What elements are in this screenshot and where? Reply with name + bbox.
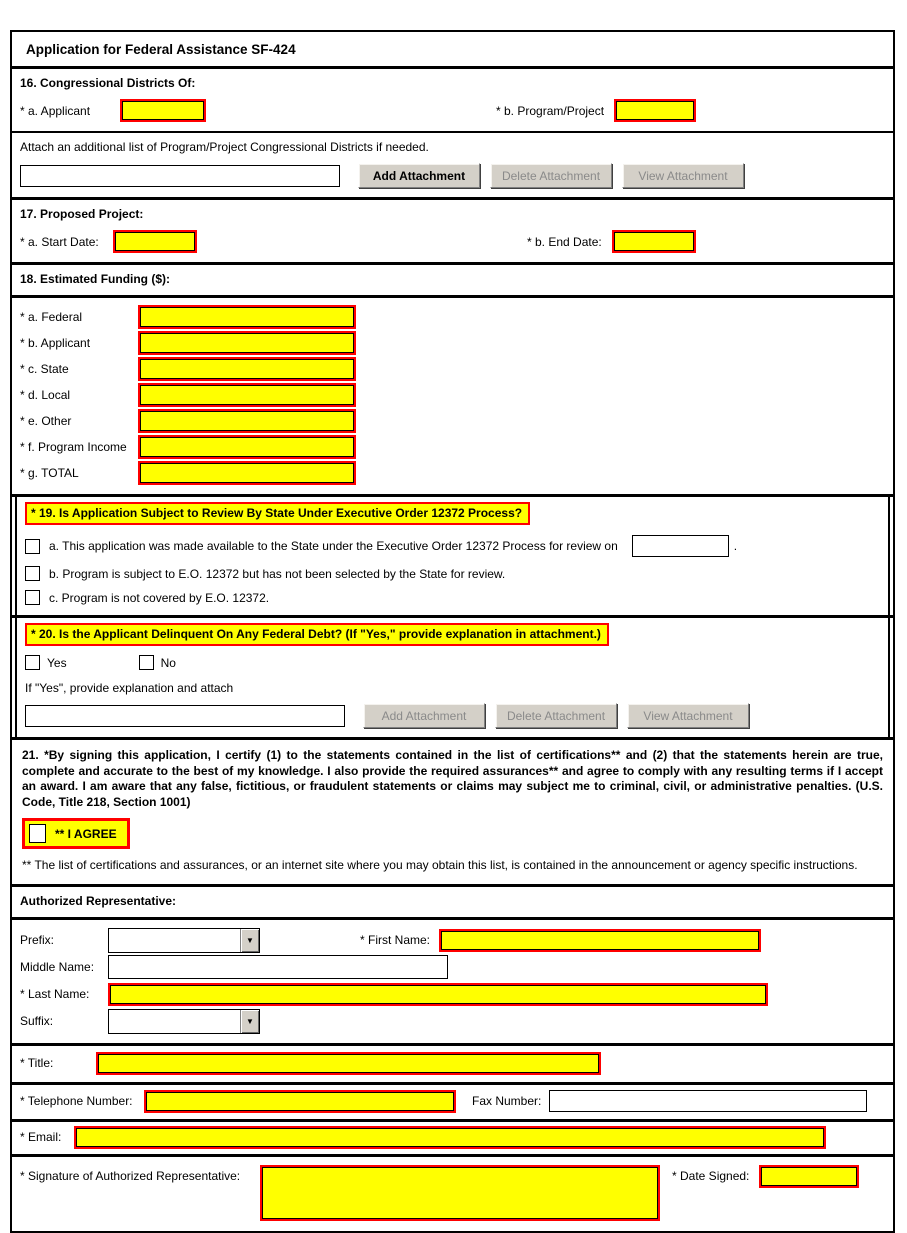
debt-yes-no-row bbox=[25, 655, 880, 670]
prefix-selected-value bbox=[109, 929, 240, 952]
eo12372-review-date-input[interactable] bbox=[632, 535, 729, 557]
funding-federal-label: * a. Federal bbox=[20, 310, 83, 324]
start-date-field[interactable] bbox=[113, 230, 197, 253]
section-18-heading: 18. Estimated Funding ($): bbox=[20, 272, 171, 286]
funding-row-other bbox=[20, 408, 885, 434]
eo12372-option-a-label: a. This application was made available to the State under the Executive Order 12372 Process for review on bbox=[49, 539, 618, 553]
funding-federal-field[interactable] bbox=[138, 305, 356, 329]
authorized-representative-heading: Authorized Representative: bbox=[20, 893, 177, 908]
end-date-field[interactable] bbox=[612, 230, 696, 253]
debt-view-attachment-button: View Attachment bbox=[627, 703, 749, 728]
prefix-row bbox=[20, 927, 885, 954]
funding-total-field[interactable] bbox=[138, 461, 356, 485]
funding-program-income-label: * f. Program Income bbox=[20, 440, 127, 454]
suffix-selected-value bbox=[109, 1010, 240, 1033]
funding-local-field[interactable] bbox=[138, 383, 356, 407]
title-row bbox=[12, 1043, 893, 1082]
eo12372-option-b-label: b. Program is subject to E.O. 12372 but has not been selected by the State for review. bbox=[49, 566, 506, 581]
authorized-representative-name-block bbox=[12, 917, 893, 1043]
delete-attachment-button: Delete Attachment bbox=[490, 163, 612, 188]
funding-row-applicant bbox=[20, 330, 885, 356]
funding-other-label: * e. Other bbox=[20, 414, 72, 428]
eo12372-option-c-label: c. Program is not covered by E.O. 12372. bbox=[49, 590, 270, 605]
section-21-certification bbox=[12, 737, 893, 884]
eo12372-option-a-checkbox[interactable] bbox=[25, 539, 40, 554]
i-agree-box bbox=[22, 818, 130, 849]
page-title: Application for Federal Assistance SF-424 bbox=[26, 42, 296, 57]
section-20-federal-debt bbox=[12, 615, 893, 737]
section-19-heading: * 19. Is Application Subject to Review By State Under Executive Order 12372 Process? bbox=[25, 502, 530, 525]
authorized-representative-heading-row bbox=[12, 884, 893, 917]
end-date-label: * b. End Date: bbox=[527, 234, 602, 249]
last-name-label: * Last Name: bbox=[20, 987, 90, 1002]
districts-attachment-filename-input[interactable] bbox=[20, 165, 340, 187]
date-signed-label: * Date Signed: bbox=[672, 1168, 750, 1183]
program-project-district-label: * b. Program/Project bbox=[496, 103, 605, 118]
applicant-district-label: * a. Applicant bbox=[20, 103, 91, 118]
eo12372-option-a-row bbox=[25, 535, 880, 557]
date-signed-field[interactable] bbox=[759, 1165, 859, 1188]
signature-field[interactable] bbox=[260, 1165, 660, 1221]
attach-districts-note: Attach an additional list of Program/Project Congressional Districts if needed. bbox=[20, 140, 429, 154]
debt-add-attachment-button: Add Attachment bbox=[363, 703, 485, 728]
email-row bbox=[12, 1119, 893, 1154]
funding-row-local bbox=[20, 382, 885, 408]
funding-row-program-income bbox=[20, 434, 885, 460]
funding-state-field[interactable] bbox=[138, 357, 356, 381]
debt-yes-label: Yes bbox=[47, 655, 67, 670]
section-16-attachment bbox=[12, 131, 893, 197]
section-16-heading: 16. Congressional Districts Of: bbox=[20, 76, 196, 90]
i-agree-label: ** I AGREE bbox=[55, 826, 117, 841]
dropdown-arrow-icon[interactable]: ▼ bbox=[240, 929, 259, 952]
certification-text: 21. *By signing this application, I certify (1) to the statements contained in the list of certifications** and (2) that the statements herein are true, complete and accurate to the best of my knowledge. I also provide the required assurances** and agree to comply with any resulting terms if I accept an award. I am aware that any false, fictitious, or fraudulent statements or claims may subject me to criminal, civil, or administrative penalties. (U.S. Code, Title 218, Section 1001) bbox=[22, 748, 883, 809]
title-field[interactable] bbox=[96, 1052, 601, 1075]
middle-name-label: Middle Name: bbox=[20, 960, 95, 975]
funding-applicant-field[interactable] bbox=[138, 331, 356, 355]
start-date-label: * a. Start Date: bbox=[20, 234, 99, 249]
section-19-eo12372 bbox=[12, 494, 893, 615]
middle-name-field[interactable] bbox=[108, 955, 448, 979]
telephone-field[interactable] bbox=[144, 1090, 456, 1113]
funding-total-label: * g. TOTAL bbox=[20, 466, 79, 480]
first-name-field[interactable] bbox=[439, 929, 761, 952]
funding-program-income-field[interactable] bbox=[138, 435, 356, 459]
telephone-label: * Telephone Number: bbox=[20, 1094, 133, 1109]
view-attachment-button: View Attachment bbox=[622, 163, 744, 188]
sf424-form bbox=[10, 30, 895, 1233]
debt-explanation-note: If "Yes", provide explanation and attach bbox=[25, 681, 234, 695]
funding-state-label: * c. State bbox=[20, 362, 69, 376]
suffix-row bbox=[20, 1008, 885, 1035]
debt-no-label: No bbox=[160, 655, 176, 670]
email-field[interactable] bbox=[74, 1126, 826, 1149]
section-18-heading-row bbox=[12, 262, 893, 295]
last-name-field[interactable] bbox=[108, 983, 768, 1006]
eo12372-option-c-checkbox[interactable] bbox=[25, 590, 40, 605]
fax-label: Fax Number: bbox=[472, 1094, 542, 1109]
debt-no-checkbox[interactable] bbox=[139, 655, 154, 670]
signature-label: * Signature of Authorized Representative: bbox=[20, 1168, 241, 1183]
section-18-funding-table bbox=[12, 295, 893, 494]
funding-row-state bbox=[20, 356, 885, 382]
title-label: * Title: bbox=[20, 1056, 54, 1071]
eo12372-option-b-checkbox[interactable] bbox=[25, 566, 40, 581]
add-attachment-button[interactable]: Add Attachment bbox=[358, 163, 480, 188]
first-name-label: * First Name: bbox=[360, 933, 431, 948]
dropdown-arrow-icon[interactable]: ▼ bbox=[240, 1010, 259, 1033]
i-agree-checkbox[interactable] bbox=[29, 824, 46, 843]
section-20-heading: * 20. Is the Applicant Delinquent On Any Federal Debt? (If "Yes," provide explanation in attachment.) bbox=[25, 623, 609, 646]
funding-other-field[interactable] bbox=[138, 409, 356, 433]
prefix-select[interactable] bbox=[108, 928, 260, 953]
debt-attachment-filename-input[interactable] bbox=[25, 705, 345, 727]
debt-delete-attachment-button: Delete Attachment bbox=[495, 703, 617, 728]
eo12372-option-b-row bbox=[25, 566, 880, 581]
suffix-label: Suffix: bbox=[20, 1014, 54, 1029]
debt-yes-checkbox[interactable] bbox=[25, 655, 40, 670]
funding-applicant-label: * b. Applicant bbox=[20, 336, 91, 350]
program-project-district-field[interactable] bbox=[614, 99, 696, 122]
section-17-proposed-project bbox=[12, 197, 893, 262]
telephone-fax-row bbox=[12, 1082, 893, 1119]
email-label: * Email: bbox=[20, 1130, 62, 1145]
signature-row bbox=[12, 1154, 893, 1231]
section-16-congressional-districts bbox=[12, 66, 893, 131]
last-name-row bbox=[20, 981, 885, 1008]
funding-row-federal bbox=[20, 304, 885, 330]
funding-row-total bbox=[20, 460, 885, 486]
applicant-district-field[interactable] bbox=[120, 99, 206, 122]
section-17-heading: 17. Proposed Project: bbox=[20, 207, 144, 221]
funding-local-label: * d. Local bbox=[20, 388, 71, 402]
suffix-select[interactable] bbox=[108, 1009, 260, 1034]
middle-name-row bbox=[20, 954, 885, 981]
eo12372-option-a-period: . bbox=[733, 539, 738, 553]
prefix-label: Prefix: bbox=[20, 933, 55, 948]
fax-field[interactable] bbox=[549, 1090, 867, 1112]
certification-footnote: ** The list of certifications and assurances, or an internet site where you may obtain this list, is contained in the announcement or agency specific instructions. bbox=[22, 858, 858, 873]
eo12372-option-c-row bbox=[25, 590, 880, 605]
